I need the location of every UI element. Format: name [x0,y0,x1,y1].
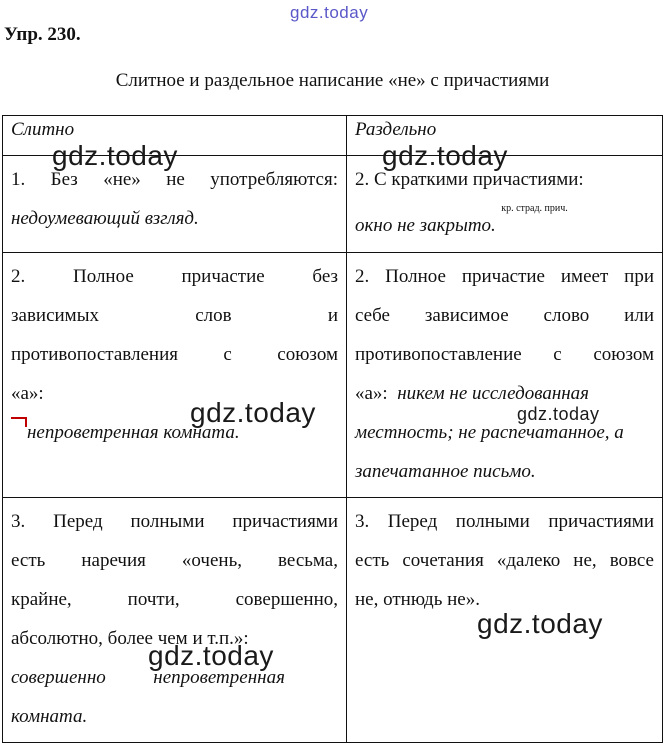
rule-line: есть сочетания «далеко не, вовсе [355,550,654,571]
watermark-top: gdz.today [290,3,369,22]
rule-line: крайне, почти, совершенно, [11,589,338,610]
rule-line: абсолютно, более чем и т.п.»: [11,628,249,649]
rule-line: «а»: [11,383,44,404]
watermark: gdz.today [477,608,603,639]
rule-line: себе зависимое слово или [355,305,654,326]
watermark: gdz.today [517,404,600,424]
rule-line: 2. Полное причастие имеет при [355,266,654,287]
rule-lead: «а»: [355,383,388,404]
example-text: запечатанное письмо. [355,461,536,482]
rule-line: противопоставление с союзом [355,344,654,365]
rule-line: 2. С краткими причастиями: [355,169,584,190]
example-text: окно не закрыто. [355,215,496,236]
table-cell [347,253,663,498]
rule-line: 3. Перед полными причастиями [355,511,654,532]
watermark: gdz.today [52,140,178,171]
example-text: недоумевающий взгляд. [11,208,199,229]
table-cell [3,498,347,743]
rule-line: не, отнюдь не». [355,589,480,610]
rules-table [2,115,663,743]
grammar-annotation: кр. страд. прич. [501,203,568,214]
rule-line: 2. Полное причастие без [11,266,338,287]
example-phrase: непроветренная комната. [27,422,240,443]
table-cell [3,253,347,498]
rule-line: 3. Перед полными причастиями [11,511,338,532]
rule-line: 1. Без «не» не употребляются: [11,169,338,190]
exercise-label: Упр. 230. [4,24,81,45]
watermark: gdz.today [190,397,316,428]
example-text: местность; не распечатанное, а [355,422,624,443]
rule-line: противопоставления с союзом [11,344,338,365]
rule-line [355,374,654,413]
table-row [3,253,663,498]
column-header-right: Раздельно [347,116,663,156]
example-text: совершенно непроветренная [11,667,285,688]
rule-line: есть наречия «очень, весьма, [11,550,338,571]
column-header-left: Слитно [3,116,347,156]
example-text: комната. [11,706,88,727]
watermark: gdz.today [148,640,274,671]
rule-line: зависимых слов и [11,305,338,326]
watermark: gdz.today [382,140,508,171]
prefix-mark-icon [11,417,27,427]
page-title: Слитное и раздельное написание «не» с причастиями [115,70,550,91]
example-text: никем не исследованная [397,383,589,404]
